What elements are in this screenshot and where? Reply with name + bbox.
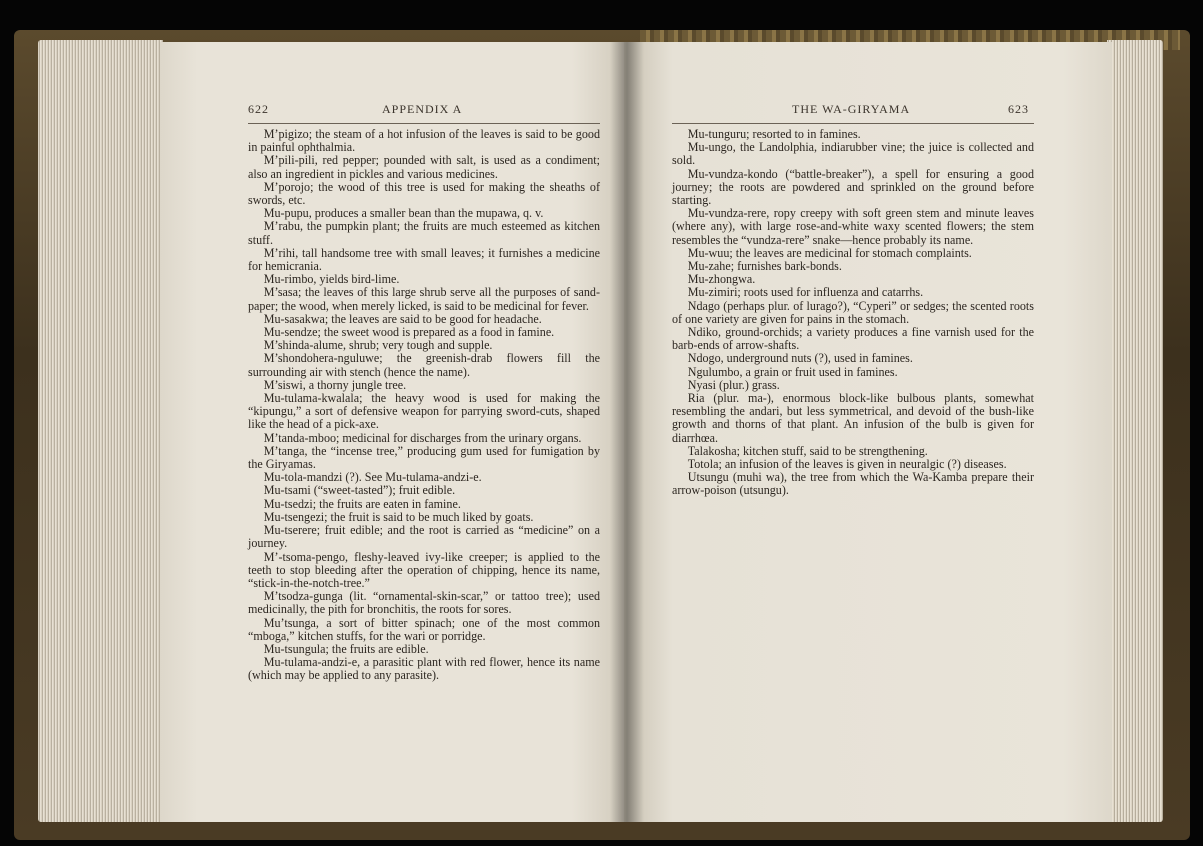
paragraph: Totola; an infusion of the leaves is given in neuralgic (?) diseases. [687,457,1007,472]
paragraph: M’-tsoma-pengo, fleshy-leaved ivy-like creeper; is applied to the teeth to stop bleeding after the operation of chipping, hence its name, “stick-in-the-notch-tree.” [248,549,600,590]
paragraph: Mu-wuu; the leaves are medicinal for stomach complaints. [687,245,972,260]
right-page-number: 623 [1008,102,1029,116]
right-running-head: THE WA-GIRYAMA [792,102,911,116]
right-page [624,42,1112,822]
paragraph: Mu-tulama-andzi-e, a parasitic plant with red flower, hence its name (which may be applied to any parasite). [248,655,600,683]
paragraph: Ria (plur. ma-), enormous block-like bulbous plants, somewhat resembling the andari, but less symmetrical, and devoid of the bush-like growth and thorns of that plant. An infusion of the bulb is given for diarrhœa. [672,391,1034,445]
paragraph: Talakosha; kitchen stuff, said to be strengthening. [687,443,928,458]
paragraph: M’tanda-mboo; medicinal for discharges from the urinary organs. [263,430,582,445]
left-page-body [248,128,600,683]
paragraph: M’tanga, the “incense tree,” producing gum used for fumigation by the Giryamas. [248,443,600,472]
paragraph: Mu-tsengezi; the fruit is said to be much liked by goats. [263,509,534,524]
paragraph: M’siswi, a thorny jungle tree. [263,377,407,392]
paragraph: M’rabu, the pumpkin plant; the fruits are much esteemed as kitchen stuff. [248,219,600,247]
paragraph: M’pigizo; the steam of a hot infusion of the leaves is said to be good in painful ophthalmia. [248,127,600,155]
paragraph: M’shondohera-nguluwe; the greenish-drab flowers fill the surrounding air with stench (hence the name). [248,351,600,379]
paragraph: M’sasa; the leaves of this large shrub serve all the purposes of sand-paper; the wood, when merely licked, is said to be medicinal for fever. [248,285,600,313]
paragraph: Ngulumbo, a grain or fruit used in famines. [687,364,898,379]
paragraph: Mu-tsami (“sweet-tasted”); fruit edible. [263,483,456,498]
paragraph: Mu-vundza-rere, ropy creepy with soft green stem and minute leaves (where any), with large rose-and-white waxy scented flowers; the stem resembles the “vundza-rere” snake—hence probably its name. [672,206,1034,247]
paragraph: Mu-zhongwa. [687,272,756,287]
paragraph: M’rihi, tall handsome tree with small leaves; it furnishes a medicine for hemicrania. [248,245,600,274]
paragraph: Ndogo, underground nuts (?), used in famines. [687,351,913,366]
paragraph: Mu-tulama-kwalala; the heavy wood is used for making the “kipungu,” a sort of defensive weapon for parrying sword-cuts, shaped like the head of a pick-axe. [248,391,600,432]
right-header-rule [672,123,1034,124]
right-page-body [672,128,1034,498]
paragraph: Mu-vundza-kondo (“battle-breaker”), a spell for ensuring a good journey; the roots are powdered and sprinkled on the ground before starting. [672,166,1034,208]
paragraph: M’shinda-alume, shrub; very tough and supple. [263,338,493,353]
paragraph: Mu-sendze; the sweet wood is prepared as a food in famine. [263,325,555,340]
left-header-rule [248,123,600,124]
paragraph: Mu-zimiri; roots used for influenza and catarrhs. [687,285,924,300]
paragraph: Mu-rimbo, yields bird-lime. [263,272,400,287]
paragraph: M’porojo; the wood of this tree is used for making the sheaths of swords, etc. [248,179,600,208]
paragraph: Ndago (perhaps plur. of lurago?), “Cyperi” or sedges; the scented roots of one variety are given for pains in the stomach. [672,298,1034,326]
paragraph: Mu-tsungula; the fruits are edible. [263,641,429,656]
paragraph: Mu-tola-mandzi (?). See Mu-tulama-andzi-e. [263,470,482,485]
book-gutter [610,42,644,822]
paragraph: M’pili-pili, red pepper; pounded with salt, is used as a condiment; also an ingredient in pickles and various medicines. [248,153,600,181]
right-page-edges [1107,40,1163,822]
paragraph: Mu-ungo, the Landolphia, indiarubber vine; the juice is collected and sold. [672,140,1034,168]
paragraph: Nyasi (plur.) grass. [687,377,780,392]
left-running-head: APPENDIX A [382,102,463,116]
left-page [160,42,628,822]
paragraph: Mu-tsedzi; the fruits are eaten in famine. [263,496,461,511]
left-page-number: 622 [248,102,269,116]
paragraph: Mu-tserere; fruit edible; and the root is carried as “medicine” on a journey. [248,523,600,551]
paragraph: Mu-sasakwa; the leaves are said to be good for headache. [263,311,542,326]
paragraph: M’tsodza-gunga (lit. “ornamental-skin-scar,” or tattoo tree); used medicinally, the pith for bronchitis, the roots for sores. [248,589,600,617]
paragraph: Mu-zahe; furnishes bark-bonds. [687,259,842,274]
paragraph: Utsungu (muhi wa), the tree from which the Wa-Kamba prepare their arrow-poison (utsungu). [672,470,1034,498]
paragraph: Mu-pupu, produces a smaller bean than the mupawa, q. v. [263,206,544,221]
paragraph: Mu-tunguru; resorted to in famines. [687,127,861,141]
paragraph: Ndiko, ground-orchids; a variety produces a fine varnish used for the barb-ends of arrow-shafts. [672,325,1034,353]
left-page-edges [38,40,163,822]
paragraph: Mu’tsunga, a sort of bitter spinach; one of the most common “mboga,” kitchen stuffs, for the wari or porridge. [248,615,600,643]
